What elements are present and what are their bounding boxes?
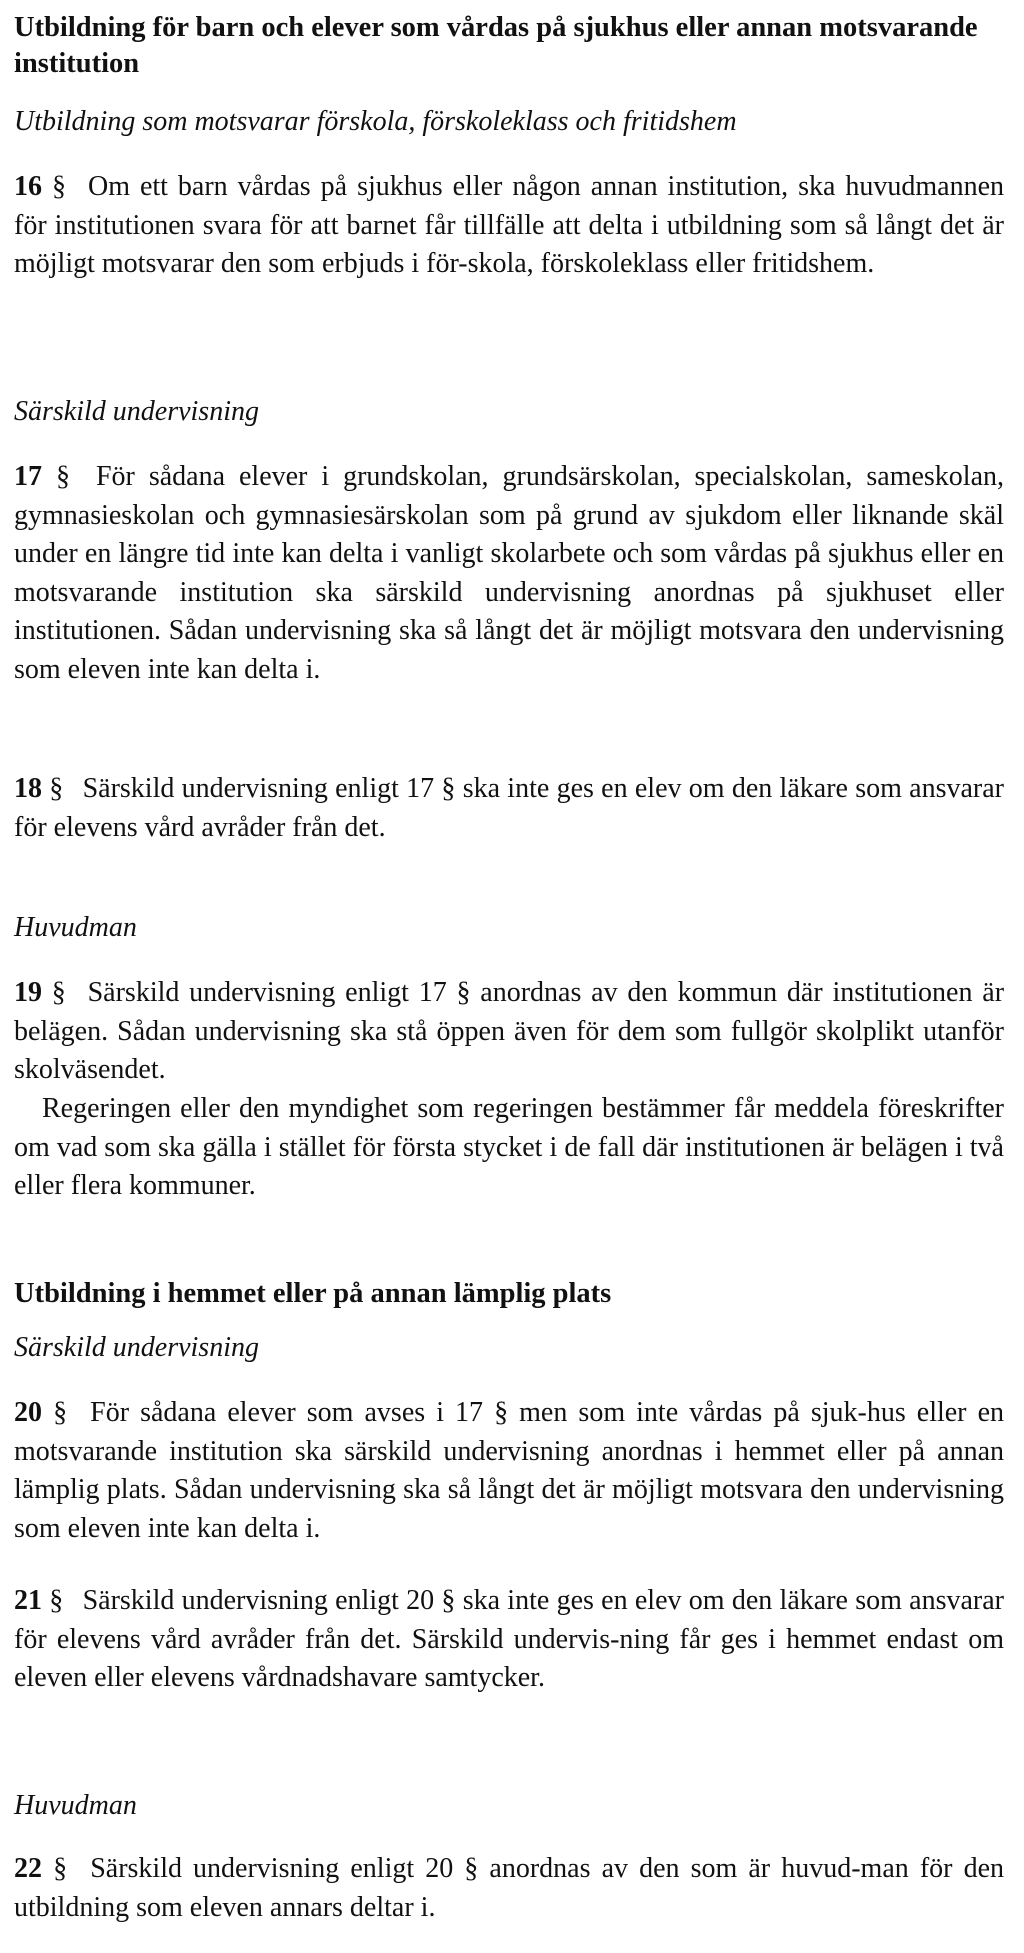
section-sign: § bbox=[49, 773, 64, 804]
paragraph-number: 20 bbox=[14, 1397, 42, 1428]
section-heading: Utbildning i hemmet eller på annan lämplig plats bbox=[14, 1278, 612, 1309]
section-sign: § bbox=[49, 1585, 64, 1616]
paragraph-number: 18 bbox=[14, 773, 42, 804]
section-sign: § bbox=[51, 977, 66, 1008]
paragraph-19 bbox=[14, 974, 1004, 1090]
section-sign: § bbox=[51, 171, 66, 202]
paragraph-21 bbox=[14, 1582, 1004, 1698]
section-sign: § bbox=[55, 461, 70, 492]
section-sign: § bbox=[53, 1397, 68, 1428]
paragraph-text: Om ett barn vårdas på sjukhus eller någon annan institution, ska huvudmannen för institutionen svara för att barnet får tillfälle att delta i utbildning som så långt det är möjligt motsvarar den som erbjuds i för-skola, förskoleklass eller fritidshem. bbox=[14, 171, 1005, 279]
paragraph-text: Särskild undervisning enligt 20 § anordnas av den som är huvud-man för den utbildning som eleven annars deltar i. bbox=[14, 1853, 1005, 1923]
section-sign: § bbox=[53, 1853, 68, 1884]
paragraph-number: 21 bbox=[14, 1585, 42, 1616]
paragraph-text: För sådana elever som avses i 17 § men som inte vårdas på sjuk-hus eller en motsvarande institution ska särskild undervisning anordnas i hemmet eller på annan lämplig plats. Sådan undervisning ska så långt det är möjligt motsvara den undervisning som eleven inte kan delta i. bbox=[14, 1397, 1004, 1544]
subheading: Huvudman bbox=[14, 1790, 137, 1821]
subheading: Utbildning som motsvarar förskola, förskoleklass och fritidshem bbox=[14, 106, 737, 137]
paragraph-18 bbox=[14, 770, 1004, 847]
paragraph-text: Särskild undervisning enligt 20 § ska inte ges en elev om den läkare som ansvarar för elevens vård avråder från det. Särskild undervis-ning får ges i hemmet endast om eleven eller elevens vårdnadshavare samtycker. bbox=[14, 1585, 1005, 1693]
paragraph-text: För sådana elever i grundskolan, grundsärskolan, specialskolan, sameskolan, gymnasieskolan och gymnasiesärskolan som på grund av sjukdom eller liknande skäl under en längre tid inte kan delta i vanligt skolarbete och som vårdas på sjukhus eller en motsvarande institution ska särskild undervisning anordnas på sjukhuset eller institutionen. Sådan undervisning ska så långt det är möjligt motsvara den undervisning som eleven inte kan delta i. bbox=[14, 461, 1005, 685]
paragraph-text: Särskild undervisning enligt 17 § ska inte ges en elev om den läkare som ansvarar för elevens vård avråder från det. bbox=[14, 773, 1005, 843]
section-heading: Utbildning för barn och elever som vårdas på sjukhus eller annan motsvarande institution bbox=[14, 12, 978, 79]
paragraph-number: 19 bbox=[14, 977, 42, 1008]
paragraph-19-second: Regeringen eller den myndighet som regeringen bestämmer får meddela föreskrifter om vad som ska gälla i stället för första stycket i de fall där institutionen är belägen i två eller flera kommuner. bbox=[14, 1093, 1004, 1201]
paragraph-number: 17 bbox=[14, 461, 42, 492]
paragraph-20 bbox=[14, 1394, 1004, 1548]
paragraph-text: Särskild undervisning enligt 17 § anordnas av den kommun där institutionen är belägen. Sådan undervisning ska stå öppen även för dem som fullgör skolplikt utanför skolväsendet. bbox=[14, 977, 1005, 1085]
paragraph-17 bbox=[14, 458, 1004, 689]
paragraph-22 bbox=[14, 1850, 1004, 1927]
subheading: Särskild undervisning bbox=[14, 396, 259, 427]
paragraph-number: 22 bbox=[14, 1853, 42, 1884]
paragraph-16 bbox=[14, 168, 1004, 284]
subheading: Huvudman bbox=[14, 912, 137, 943]
paragraph-number: 16 bbox=[14, 171, 42, 202]
subheading: Särskild undervisning bbox=[14, 1332, 259, 1363]
